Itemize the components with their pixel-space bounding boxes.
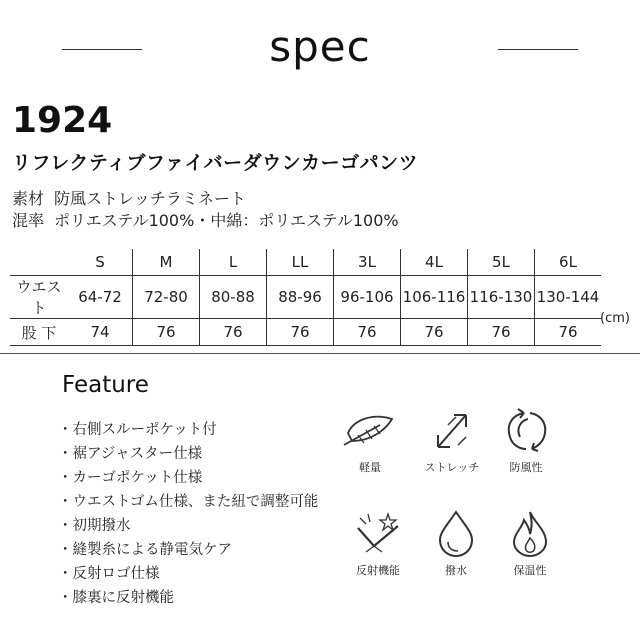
icon-caption: 撥水 (445, 564, 467, 577)
material-line (12, 186, 246, 209)
windproof-icon (496, 405, 556, 455)
waist-label: ウエスト (10, 276, 68, 319)
list-item: ・裾アジャスター仕様 (58, 446, 203, 462)
product-name: リフレクティブファイバーダウンカーゴパンツ (12, 152, 419, 174)
waist-cell: 106-116 (401, 276, 468, 319)
model-number: 1924 (12, 100, 113, 141)
waist-cell: 72-80 (133, 276, 200, 319)
list-item: ・ウエストゴム仕様、また紐で調整可能 (58, 494, 319, 510)
icon-caption: ストレッチ (424, 461, 480, 474)
size-header: L (200, 249, 267, 276)
inseam-cell: 76 (468, 319, 535, 346)
size-header-row (10, 249, 601, 276)
inseam-cell: 76 (535, 319, 602, 346)
blend-line (12, 208, 399, 231)
inseam-cell: 76 (334, 319, 401, 346)
waist-cell: 64-72 (68, 276, 133, 319)
waist-cell: 80-88 (200, 276, 267, 319)
section-divider (0, 353, 640, 354)
water-drop-icon (426, 508, 486, 558)
feature-icon-lightweight (330, 405, 410, 475)
inseam-cell: 76 (133, 319, 200, 346)
material-value: 防風ストレッチラミネート (54, 189, 246, 208)
feature-icon-reflect (338, 508, 418, 578)
blend-value: ポリエステル100%・中綿：ポリエステル100% (54, 211, 399, 230)
stretch-arrows-icon (422, 405, 482, 455)
feature-icon-stretch (412, 405, 492, 475)
waist-cell: 130-144 (535, 276, 602, 319)
waist-cell: 116-130 (468, 276, 535, 319)
list-item: ・カーゴポケット仕様 (58, 470, 203, 486)
waist-row (10, 276, 601, 319)
list-item: ・縫製糸による静電気ケア (58, 542, 232, 558)
inseam-cell: 76 (200, 319, 267, 346)
blend-label: 混率 (12, 211, 45, 230)
list-item: ・膝裏に反射機能 (58, 590, 174, 606)
list-item: ・反射ロゴ仕様 (58, 566, 160, 582)
size-header: 3L (334, 249, 401, 276)
reflect-icon (348, 508, 408, 558)
size-header: M (133, 249, 200, 276)
waist-cell: 96-106 (334, 276, 401, 319)
material-label: 素材 (12, 189, 45, 208)
size-header: 4L (401, 249, 468, 276)
inseam-cell: 74 (68, 319, 133, 346)
size-header: 5L (468, 249, 535, 276)
icon-caption: 軽量 (359, 461, 381, 474)
inseam-cell: 76 (401, 319, 468, 346)
feature-icon-warmth (490, 508, 570, 578)
size-header: S (68, 249, 133, 276)
feature-title: Feature (62, 372, 149, 398)
icon-caption: 防風性 (509, 461, 543, 474)
icon-caption: 保温性 (513, 564, 547, 577)
inseam-label: 股 下 (10, 319, 68, 346)
inseam-row (10, 319, 601, 346)
icon-caption: 反射機能 (356, 564, 400, 577)
unit-label: (cm) (600, 311, 630, 326)
list-item: ・初期撥水 (58, 518, 131, 534)
size-header: LL (267, 249, 334, 276)
page-title: spec (269, 22, 371, 71)
flame-icon (500, 508, 560, 558)
size-header: 6L (535, 249, 602, 276)
list-item: ・右側スルーポケット付 (58, 422, 217, 438)
table-corner (10, 249, 68, 276)
size-table (10, 249, 601, 346)
feather-icon (340, 405, 400, 455)
feature-icon-water-repellent (416, 508, 496, 578)
waist-cell: 88-96 (267, 276, 334, 319)
feature-icon-windproof (486, 405, 566, 475)
feature-list (58, 418, 318, 610)
inseam-cell: 76 (267, 319, 334, 346)
